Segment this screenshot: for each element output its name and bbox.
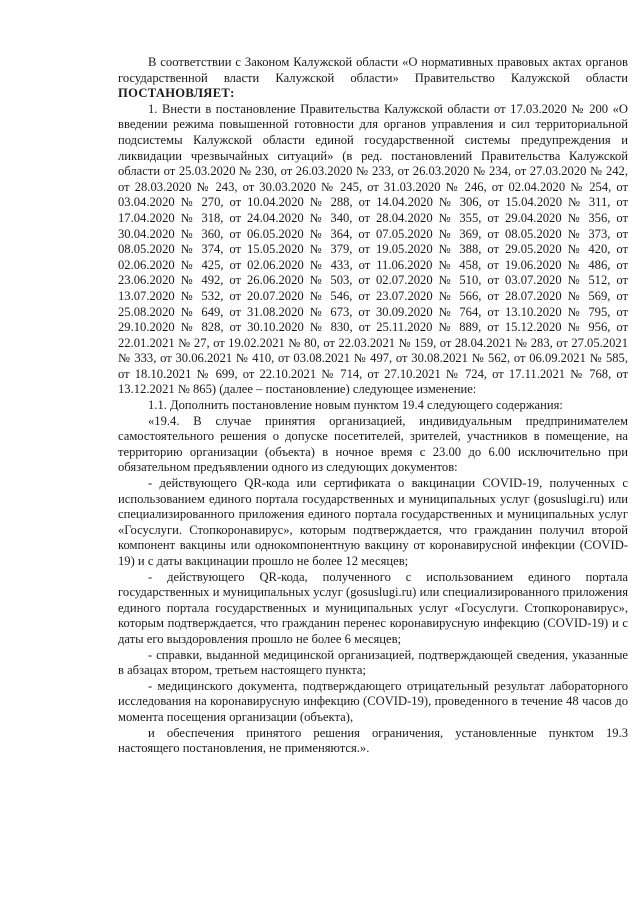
list-item: - справки, выданной медицинской организацией, подтверждающей сведения, указанные в абзацах втором, третьем настоящего пункта;	[118, 647, 628, 678]
subitem-paragraph: 1.1. Дополнить постановление новым пунктом 19.4 следующего содержания:	[148, 398, 563, 413]
list-item: - медицинского документа, подтверждающего отрицательный результат лабораторного исследования на коронавирусную инфекцию (COVID-19), проведенного в течение 48 часов до момента посещения организации (объекта),	[118, 678, 628, 724]
intro-paragraph	[118, 55, 628, 102]
document-body	[118, 55, 628, 757]
closing-paragraph: и обеспечения принятого решения ограничения, установленные пунктом 19.3 настоящего постановления, не применяются.».	[118, 725, 628, 756]
list-item: - действующего QR-кода, полученного с использованием единого портала государственных и муниципальных услуг (gosuslugi.ru) или специализированного приложения единого портала государственных и муниципальных услуг «Госуслуги. Стопкоронавирус», которым подтверждается, что гражданин перенес коронавирусную инфекцию (COVID-19) и с даты его выздоровления прошло не более 6 месяцев;	[118, 569, 628, 646]
resolves-keyword: ПОСТАНОВЛЯЕТ:	[118, 86, 235, 101]
list-item: - действующего QR-кода или сертификата о вакцинации COVID-19, полученных с использованием единого портала государственных и муниципальных услуг (gosuslugi.ru) или специализированного приложения единого портала государственных и муниципальных услуг «Госуслуги. Стопкоронавирус», которым подтверждается, что гражданин получил второй компонент вакцины или однокомпонентную вакцину от коронавирусной инфекции (COVID-19) и с даты вакцинации прошло не более 12 месяцев;	[118, 476, 628, 568]
intro-text: В соответствии с Законом Калужской области «О нормативных правовых актах органов государственной власти Калужской области» Правительство Калужской области	[118, 55, 628, 85]
amendment-paragraph: 1. Внести в постановление Правительства Калужской области от 17.03.2020 № 200 «О введении режима повышенной готовности для органов управления и сил территориальной подсистемы Калужской области единой государственной системы предупреждения и ликвидации чрезвычайных ситуаций» (в ред. постановлений Правительства Калужской области от 25.03.2020 № 230, от 26.03.2020 № 233, от 26.03.2020 № 234, от 27.03.2020 № 242, от 28.03.2020 № 243, от 30.03.2020 № 245, от 31.03.2020 № 246, от 02.04.2020 № 254, от 03.04.2020 № 270, от 10.04.2020 № 288, от 14.04.2020 № 306, от 15.04.2020 № 311, от 17.04.2020 № 318, от 24.04.2020 № 340, от 28.04.2020 № 355, от 29.04.2020 № 356, от 30.04.2020 № 360, от 06.05.2020 № 364, от 07.05.2020 № 369, от 08.05.2020 № 373, от 08.05.2020 № 374, от 15.05.2020 № 379, от 19.05.2020 № 388, от 29.05.2020 № 420, от 02.06.2020 № 425, от 02.06.2020 № 433, от 11.06.2020 № 458, от 19.06.2020 № 486, от 23.06.2020 № 492, от 26.06.2020 № 503, от 02.07.2020 № 510, от 03.07.2020 № 512, от 13.07.2020 № 532, от 20.07.2020 № 546, от 23.07.2020 № 566, от 28.07.2020 № 569, от 25.08.2020 № 649, от 31.08.2020 № 673, от 30.09.2020 № 764, от 13.10.2020 № 795, от 29.10.2020 № 828, от 30.10.2020 № 830, от 25.11.2020 № 889, от 15.12.2020 № 956, от 22.01.2021 № 27, от 19.02.2021 № 80, от 22.03.2021 № 159, от 28.04.2021 № 283, от 27.05.2021 № 333, от 30.06.2021 № 410, от 03.08.2021 № 497, от 30.08.2021 № 562, от 06.09.2021 № 585, от 18.10.2021 № 699, от 22.10.2021 № 714, от 27.10.2021 № 724, от 17.11.2021 № 768, от 13.12.2021 № 865) (далее – постановление) следующее изменение:	[118, 101, 628, 397]
clause-paragraph: «19.4. В случае принятия организацией, индивидуальным предпринимателем самостоятельного решения о допуске посетителей, зрителей, участников в помещение, на территорию организации (объекта) в ночное время с 23.00 до 6.00 исключительно при обязательном предъявлении одного из следующих документов:	[118, 413, 628, 475]
